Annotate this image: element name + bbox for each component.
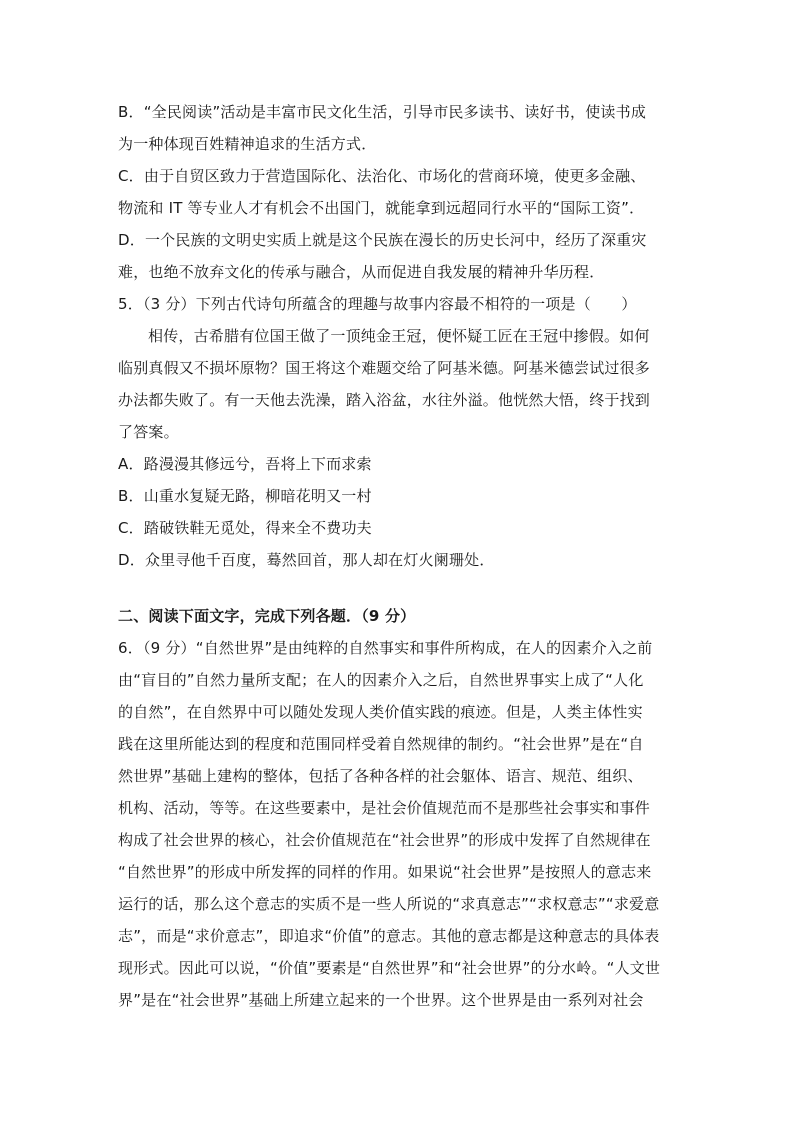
q4-option-d-line2: 难，也绝不放弃文化的传承与融合，从而促进自我发展的精神升华历程．: [118, 263, 605, 281]
q6-line: 构成了社会世界的核心，社会价值规范在“社会世界”的形成中发挥了自然规律在: [118, 831, 651, 849]
q6-line: 现形式。因此可以说，“价值”要素是“自然世界”和“社会世界”的分水岭。“人文世: [118, 959, 661, 977]
q4-option-d-line1: D．一个民族的文明史实质上就是这个民族在漫长的历史长河中，经历了深重灾: [118, 231, 647, 249]
q5-stem: 5．（3 分）下列古代诗句所蕴含的理趣与故事内容最不相符的一项是（ ）: [118, 295, 637, 313]
q5-passage-line: 了答案。: [118, 423, 179, 441]
q4-option-c-line1: C．由于自贸区致力于营造国际化、法治化、市场化的营商环境，使更多金融、: [118, 167, 646, 185]
q6-line: 由“盲目的”自然力量所支配；在人的因素介入之后，自然世界事实上成了“人化: [118, 671, 644, 689]
q5-passage-line: 相传，古希腊有位国王做了一顶纯金王冠，便怀疑工匠在王冠中掺假。如何: [148, 327, 650, 345]
q5-passage-line: 临别真假又不损坏原物？国王将这个难题交给了阿基米德。阿基米德尝试过很多: [118, 359, 651, 377]
section2-heading: 二、阅读下面文字，完成下列各题．（9 分）: [118, 607, 416, 625]
q6-line: 践在这里所能达到的程度和范围同样受着自然规律的制约。“社会世界”是在“自: [118, 735, 644, 753]
q5-option-c: C．踏破铁鞋无觅处，得来全不费功夫: [118, 519, 372, 537]
page-body: [118, 96, 678, 1016]
q5-passage-line: 办法都失败了。有一天他去洗澡，踏入浴盆，水往外溢。他恍然大悟，终于找到: [118, 391, 651, 409]
q6-line: 的自然”，在自然界中可以随处发现人类价值实践的痕迹。但是，人类主体性实: [118, 703, 643, 721]
q4-option-b-line1: B．“全民阅读”活动是丰富市民文化生活，引导市民多读书、读好书，使读书成: [118, 103, 647, 121]
q5-option-a: A．路漫漫其修远兮，吾将上下而求索: [118, 455, 372, 473]
q4-option-c-line2: 物流和 IT 等专业人才有机会不出国门，就能拿到远超同行水平的“国际工资”．: [118, 199, 645, 217]
section-spacer: [118, 576, 678, 600]
q6-line: 6．（9 分）“自然世界”是由纯粹的自然事实和事件所构成，在人的因素介入之前: [118, 639, 653, 657]
q6-line: 志”，而是“求价意志”，即追求“价值”的意志。其他的意志都是这种意志的具体表: [118, 927, 660, 945]
q6-line: 界”是在“社会世界”基础上所建立起来的一个世界。这个世界是由一系列对社会: [118, 991, 644, 1009]
q6-line: “自然世界”的形成中所发挥的同样的作用。如果说“社会世界”是按照人的意志来: [118, 863, 652, 881]
q4-option-b-line2: 为一种体现百姓精神追求的生活方式．: [118, 135, 377, 153]
q5-option-b: B．山重水复疑无路，柳暗花明又一村: [118, 487, 372, 505]
q6-line: 然世界”基础上建构的整体，包括了各种各样的社会躯体、语言、规范、组织、: [118, 767, 643, 785]
q6-line: 运行的话，那么这个意志的实质不是一些人所说的“求真意志”“求权意志”“求爱意: [118, 895, 660, 913]
q5-option-d: D．众里寻他千百度，蓦然回首，那人却在灯火阑珊处．: [118, 551, 495, 569]
q6-line: 机构、活动，等等。在这些要素中，是社会价值规范而不是那些社会事实和事件: [118, 799, 651, 817]
